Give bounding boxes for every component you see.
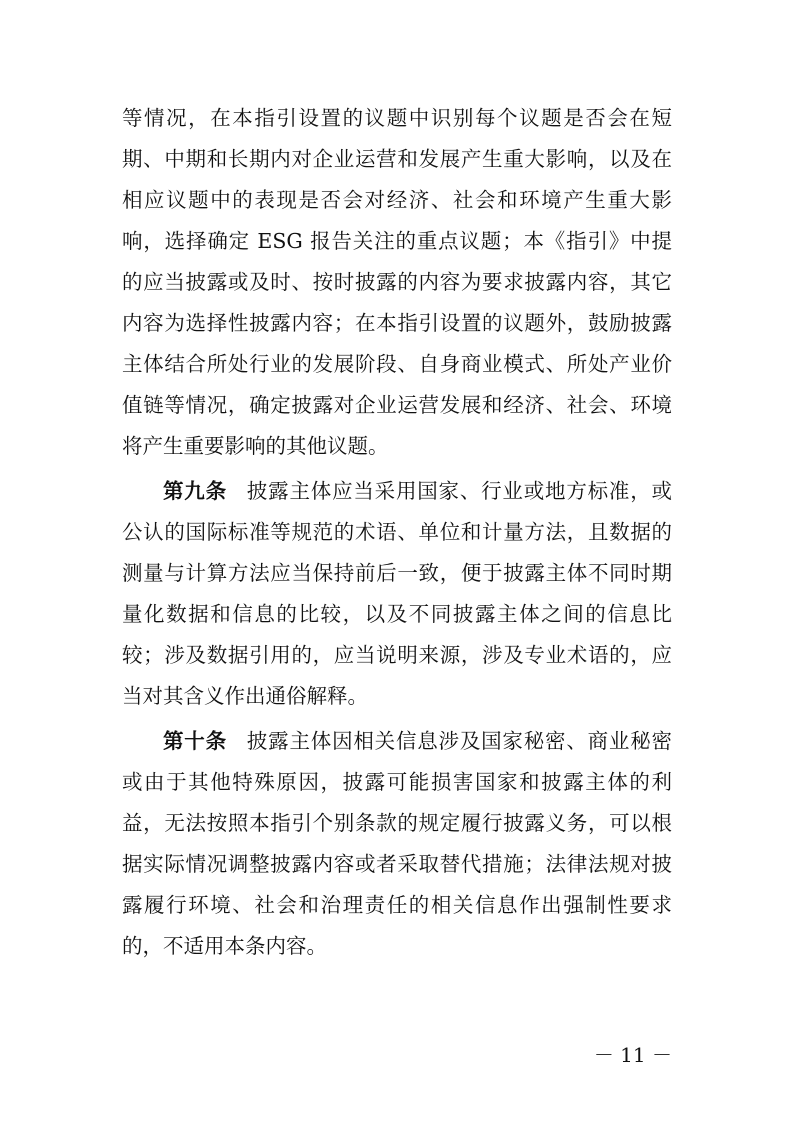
text-line	[122, 721, 672, 762]
text-line: 较；涉及数据引用的，应当说明来源，涉及专业术语的，应	[122, 643, 672, 667]
text-line: 或由于其他特殊原因，披露可能损害国家和披露主体的利	[122, 770, 672, 794]
text-line: 公认的国际标准等规范的术语、单位和计量方法，且数据的	[122, 520, 672, 544]
text-line: 相应议题中的表现是否会对经济、社会和环境产生重大影	[122, 188, 672, 212]
text-line: 的，不适用本条内容。	[122, 934, 327, 958]
article-text: 披露主体因相关信息涉及国家秘密、商业秘密	[246, 729, 672, 753]
text-line: 当对其含义作出通俗解释。	[122, 684, 368, 708]
article-10-paragraph	[122, 721, 672, 967]
text-line: 内容为选择性披露内容；在本指引设置的议题外，鼓励披露	[122, 311, 672, 335]
document-body	[122, 98, 672, 967]
text-line: 量化数据和信息的比较，以及不同披露主体之间的信息比	[122, 602, 672, 626]
text-line: 等情况，在本指引设置的议题中识别每个议题是否会在短	[122, 106, 672, 130]
text-line: 测量与计算方法应当保持前后一致，便于披露主体不同时期	[122, 561, 672, 585]
text-line: 主体结合所处行业的发展阶段、自身商业模式、所处产业价	[122, 352, 672, 376]
text-line: 的应当披露或及时、按时披露的内容为要求披露内容，其它	[122, 270, 672, 294]
article-9-paragraph	[122, 471, 672, 717]
text-line: 响，选择确定 ESG 报告关注的重点议题；本《指引》中提	[122, 229, 672, 253]
text-line	[122, 471, 672, 512]
article-heading: 第十条	[163, 729, 227, 753]
paragraph-continuation	[122, 98, 672, 467]
text-line: 益，无法按照本指引个别条款的规定履行披露义务，可以根	[122, 811, 672, 835]
article-heading: 第九条	[163, 479, 227, 503]
page-number: － 11 －	[593, 1043, 672, 1067]
text-line: 露履行环境、社会和治理责任的相关信息作出强制性要求	[122, 893, 672, 917]
text-line: 将产生重要影响的其他议题。	[122, 434, 389, 458]
text-line: 据实际情况调整披露内容或者采取替代措施；法律法规对披	[122, 852, 672, 876]
text-line: 期、中期和长期内对企业运营和发展产生重大影响，以及在	[122, 147, 672, 171]
article-text: 披露主体应当采用国家、行业或地方标准，或	[246, 479, 672, 503]
text-line: 值链等情况，确定披露对企业运营发展和经济、社会、环境	[122, 393, 672, 417]
